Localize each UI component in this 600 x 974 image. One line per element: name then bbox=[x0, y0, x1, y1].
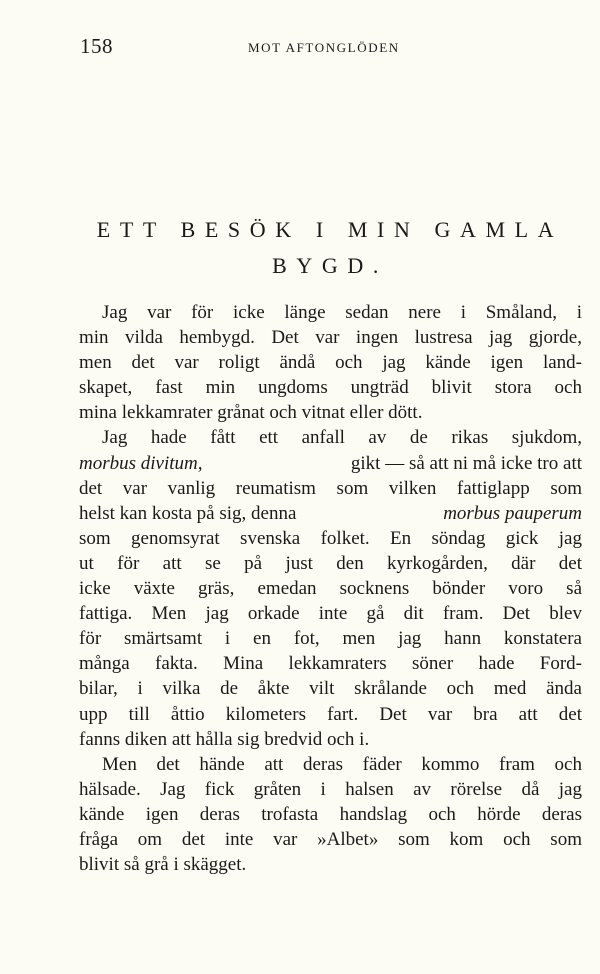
text-fragment: gikt — så att ni må icke tro att bbox=[350, 452, 582, 474]
text-line: mina lekkamrater grånat och vitnat eller dött. bbox=[79, 402, 423, 424]
text-line: hälsade. Jag fick gråten i halsen av rörelse då jag bbox=[79, 778, 582, 800]
text-line: bilar, i vilka de åkte vilt skrålande och med ända bbox=[79, 678, 582, 700]
text-line: men det var roligt ändå och jag kände igen land- bbox=[79, 352, 582, 374]
chapter-title-line-2: BYGD. bbox=[272, 253, 388, 278]
page-number: 158 bbox=[80, 34, 113, 58]
text-line: icke växte gräs, emedan socknens bönder voro så bbox=[79, 578, 582, 600]
text-line: fråga om det inte var »Albet» som kom och som bbox=[79, 828, 582, 850]
paragraph-3 bbox=[79, 752, 582, 877]
text-line: Men det hände att deras fäder kommo fram och bbox=[102, 753, 582, 775]
paragraph-2 bbox=[79, 425, 582, 751]
text-line: min vilda hembygd. Det var ingen lustresa jag gjorde, bbox=[79, 327, 582, 349]
text-line: Jag hade fått ett anfall av de rikas sjukdom, bbox=[102, 427, 582, 449]
italic-latin-term: morbus pauperum bbox=[443, 502, 582, 524]
text-line bbox=[79, 451, 582, 476]
body-text bbox=[79, 300, 582, 877]
text-line: som genomsyrat svenska folket. En söndag gick jag bbox=[79, 527, 582, 549]
text-line: ut för att se på just den kyrkogården, där det bbox=[79, 552, 582, 574]
text-line bbox=[79, 501, 582, 526]
text-line: det var vanlig reumatism som vilken fattiglapp som bbox=[79, 477, 582, 499]
text-fragment: helst kan kosta på sig, denna bbox=[79, 502, 297, 524]
text-line: fanns diken att hålla sig bredvid och i. bbox=[79, 728, 370, 750]
text-line: kände igen deras trofasta handslag och hörde deras bbox=[79, 803, 582, 825]
paragraph-1 bbox=[79, 300, 582, 425]
chapter-title-line-1: ETT BESÖK I MIN GAMLA bbox=[96, 217, 564, 242]
text-line: många fakta. Mina lekkamraters söner hade Ford- bbox=[79, 653, 582, 675]
running-head: MOT AFTONGLÖDEN bbox=[248, 40, 400, 55]
text-line: Jag var för icke länge sedan nere i Småland, i bbox=[102, 302, 582, 323]
text-line: fattiga. Men jag orkade inte gå dit fram. Det blev bbox=[79, 603, 582, 625]
text-line: skapet, fast min ungdoms ungträd blivit stora och bbox=[79, 377, 582, 399]
text-line: för smärtsamt i en fot, men jag hann konstatera bbox=[79, 628, 582, 650]
text-line: upp till åttio kilometers fart. Det var bra att det bbox=[79, 703, 582, 725]
chapter-title bbox=[78, 212, 582, 284]
italic-latin-term: morbus divitum, bbox=[79, 452, 203, 474]
text-line: blivit så grå i skägget. bbox=[79, 854, 247, 876]
